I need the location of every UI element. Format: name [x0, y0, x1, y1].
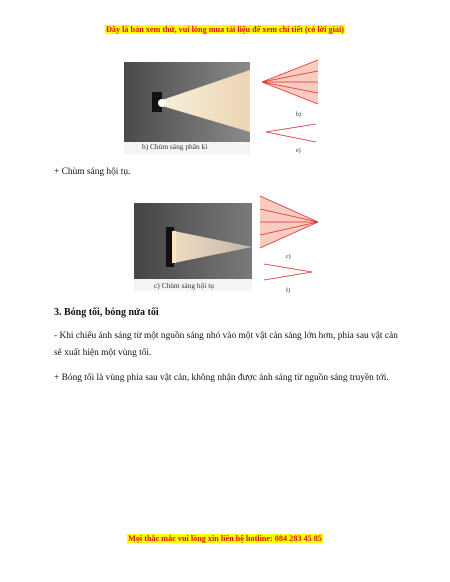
- paragraph-umbra-definition: + Bóng tối là vùng phía sau vật cản, không nhận được ánh sáng từ nguồn sáng truyền tới.: [54, 373, 389, 383]
- figure-1-caption: b) Chùm sáng phân kì: [142, 142, 208, 151]
- label-e: e): [296, 148, 301, 154]
- diverging-beam-image: [124, 62, 250, 154]
- converging-beam-text: + Chùm sáng hội tụ.: [54, 167, 131, 177]
- paragraph-dark-region: - Khi chiếu ánh sáng từ một nguồn sáng nhỏ vào một vật cản sáng lớn hơn, phía sau vật cản sẽ xuất hiện một vùng tối.: [54, 331, 398, 358]
- hotline-banner: [0, 534, 450, 543]
- diverging-beam-photo: [124, 62, 250, 154]
- label-c: c): [286, 254, 291, 260]
- preview-banner-text: Đây là bản xem thử, vui lòng mua tài liệu để xem chi tiết (có lời giải): [105, 25, 344, 34]
- converging-beam-image: [134, 203, 252, 291]
- label-b: b): [296, 112, 301, 118]
- section-heading: 3. Bóng tối, bóng nửa tối: [54, 307, 159, 318]
- hotline-banner-text: Mọi thắc mắc vui lòng xin liên hệ hotline: 084 283 45 85: [128, 534, 322, 543]
- label-f: f): [286, 288, 290, 294]
- converging-beam-photo: [134, 203, 252, 291]
- preview-banner: [0, 25, 450, 34]
- figure-2-caption: c) Chùm sáng hội tụ: [154, 281, 214, 290]
- diverging-rays-diagram: [258, 58, 322, 154]
- converging-rays-diagram: [258, 194, 322, 294]
